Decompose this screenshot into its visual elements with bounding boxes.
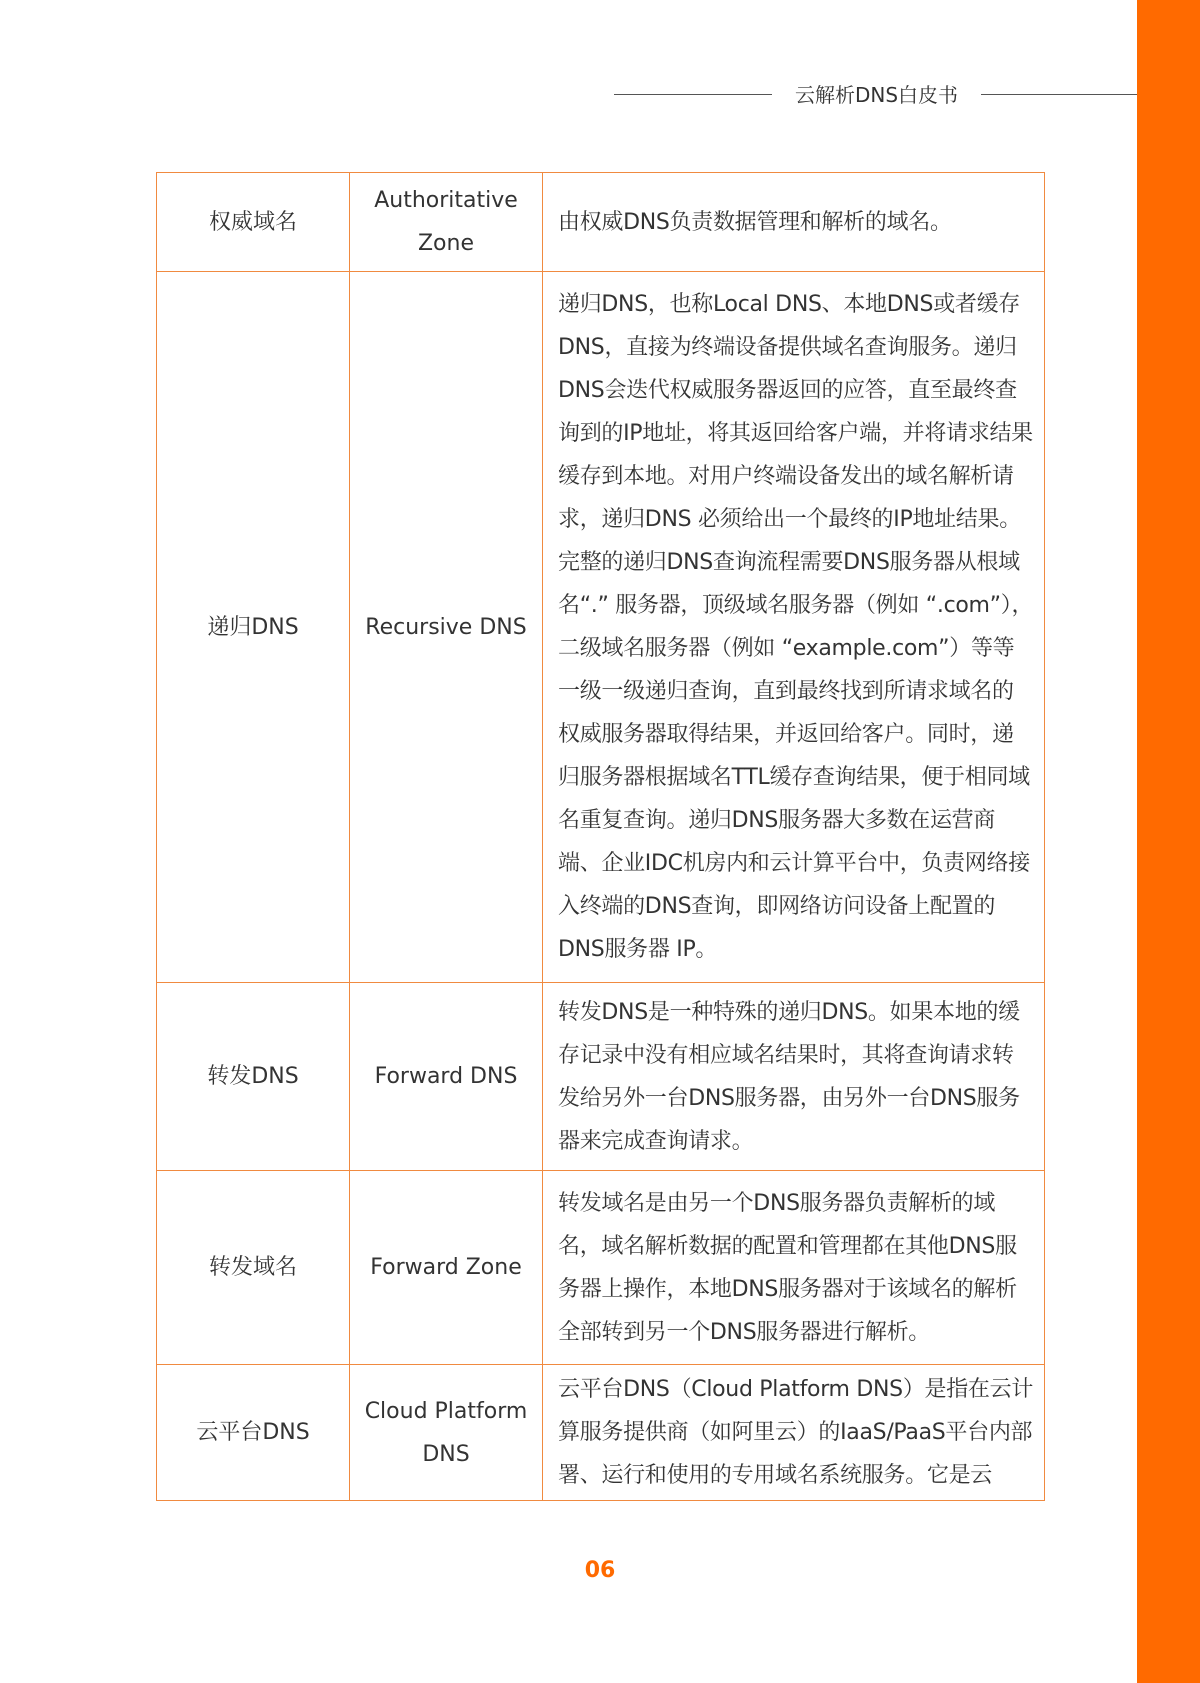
term-description: 云平台DNS（Cloud Platform DNS）是指在云计算服务提供商（如阿里云）的IaaS/PaaS平台内部署、运行和使用的专用域名系统服务。它是云: [543, 1365, 1045, 1501]
header-rule-right: [981, 94, 1137, 95]
term-description: 由权威DNS负责数据管理和解析的域名。: [543, 173, 1045, 272]
orange-side-bar: [1137, 0, 1200, 1683]
table-row: [157, 272, 1045, 983]
term-chinese: 云平台DNS: [157, 1365, 350, 1501]
term-description: 转发域名是由另一个DNS服务器负责解析的域名，域名解析数据的配置和管理都在其他DNS服务器上操作，本地DNS服务器对于该域名的解析全部转到另一个DNS服务器进行解析。: [543, 1171, 1045, 1365]
term-english: Forward DNS: [350, 983, 543, 1171]
term-chinese: 权威域名: [157, 173, 350, 272]
page-header: [614, 80, 1137, 110]
term-english: Recursive DNS: [350, 272, 543, 983]
table-row: [157, 173, 1045, 272]
term-chinese: 转发DNS: [157, 983, 350, 1171]
term-chinese: 递归DNS: [157, 272, 350, 983]
glossary-table: [156, 172, 1045, 1501]
table-row: [157, 1365, 1045, 1501]
term-english: Cloud Platform DNS: [350, 1365, 543, 1501]
page-number: 06: [584, 1558, 616, 1583]
term-description: 递归DNS，也称Local DNS、本地DNS或者缓存DNS，直接为终端设备提供域名查询服务。递归DNS会迭代权威服务器返回的应答，直至最终查询到的IP地址，将其返回给客户端，并将请求结果缓存到本地。对用户终端设备发出的域名解析请求，递归DNS 必须给出一个最终的IP地址结果。完整的递归DNS查询流程需要DNS服务器从根域名“.” 服务器，顶级域名服务器（例如 “.com”），二级域名服务器（例如 “example.com”）等等一级一级递归查询，直到最终找到所请求域名的权威服务器取得结果，并返回给客户。同时，递归服务器根据域名TTL缓存查询结果，便于相同域名重复查询。递归DNS服务器大多数在运营商端、企业IDC机房内和云计算平台中，负责网络接入终端的DNS查询，即网络访问设备上配置的DNS服务器 IP。: [543, 272, 1045, 983]
table-row: [157, 983, 1045, 1171]
term-description: 转发DNS是一种特殊的递归DNS。如果本地的缓存记录中没有相应域名结果时，其将查询请求转发给另外一台DNS服务器，由另外一台DNS服务器来完成查询请求。: [543, 983, 1045, 1171]
table-row: [157, 1171, 1045, 1365]
term-chinese: 转发域名: [157, 1171, 350, 1365]
term-english: Authoritative Zone: [350, 173, 543, 272]
header-rule-left: [614, 94, 772, 95]
document-title: 云解析DNS白皮书: [794, 83, 959, 107]
term-english: Forward Zone: [350, 1171, 543, 1365]
